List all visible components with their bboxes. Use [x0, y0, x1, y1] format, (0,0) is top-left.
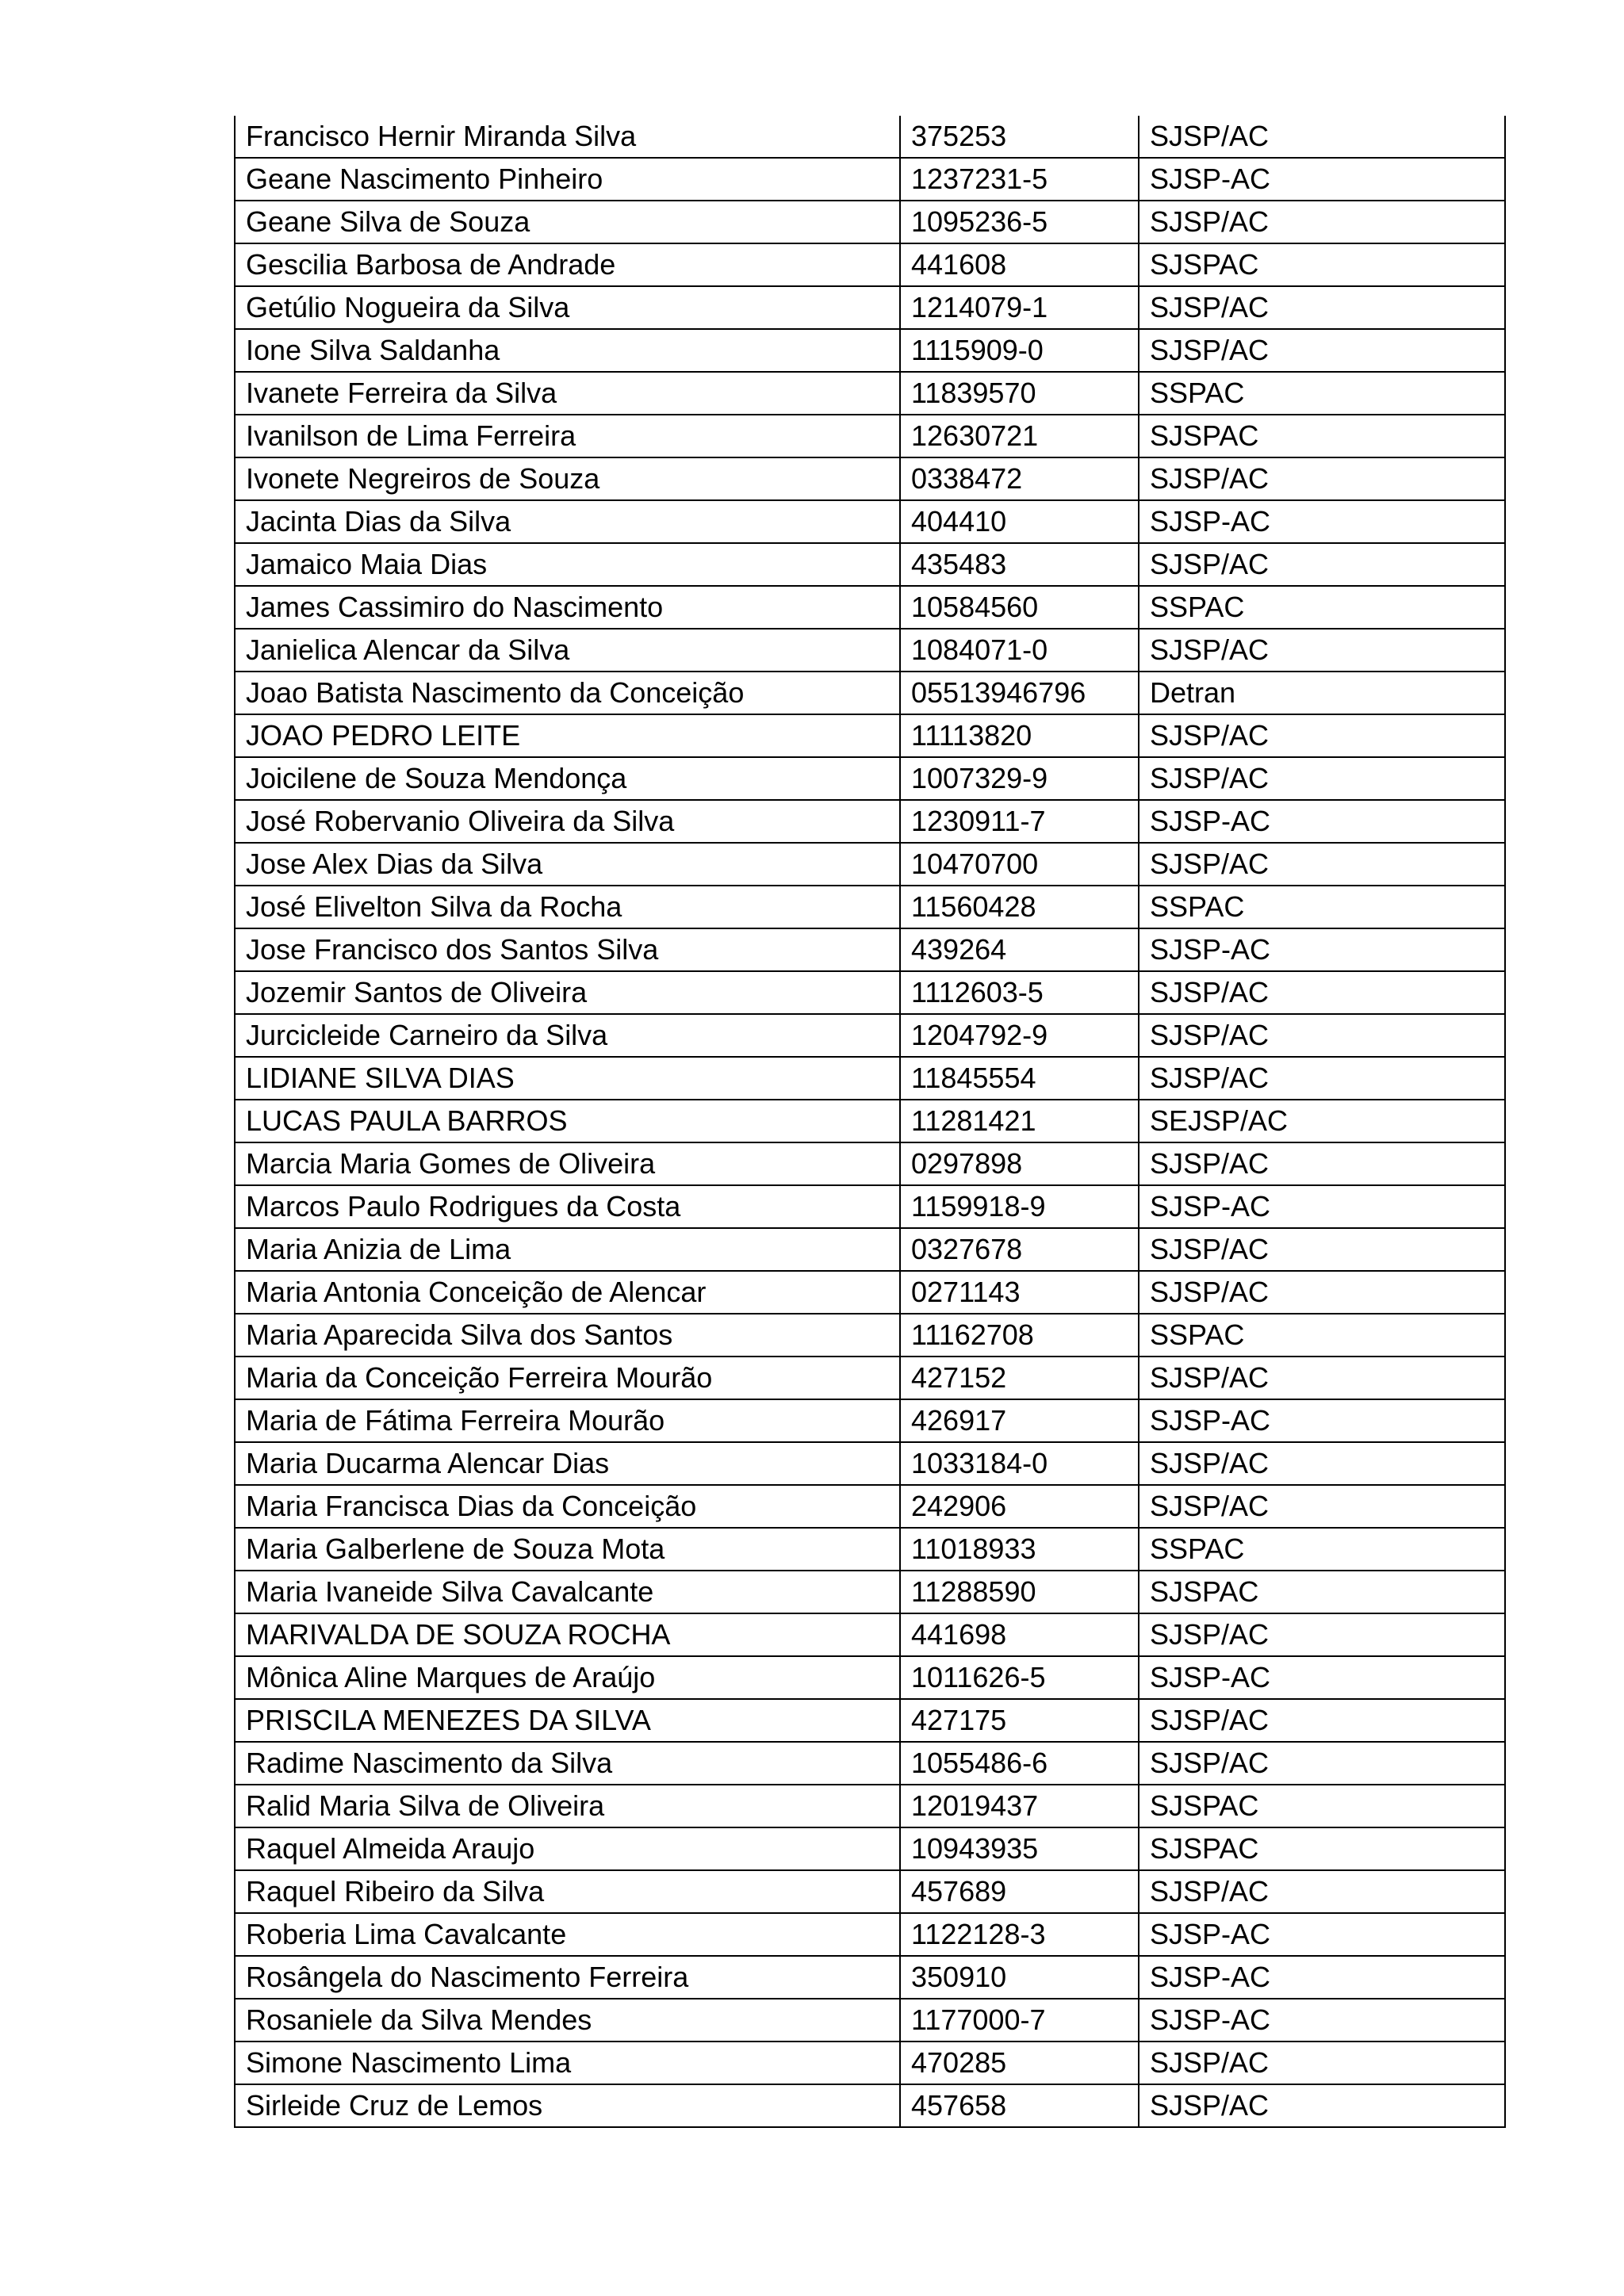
table-row	[235, 116, 1505, 158]
person-name-cell: Getúlio Nogueira da Silva	[235, 286, 900, 329]
issuing-agency-cell: SJSP/AC	[1139, 1271, 1505, 1314]
roster-table-body	[235, 116, 1505, 2127]
document-number-cell: 427175	[900, 1699, 1139, 1742]
document-number-cell: 350910	[900, 1956, 1139, 1999]
person-name-cell: Mônica Aline Marques de Araújo	[235, 1656, 900, 1699]
issuing-agency-cell: SJSP/AC	[1139, 1142, 1505, 1185]
person-name-cell: JOAO PEDRO LEITE	[235, 714, 900, 757]
issuing-agency-cell: SJSP/AC	[1139, 543, 1505, 586]
person-name-cell: Jose Alex Dias da Silva	[235, 843, 900, 886]
person-name-cell: Maria da Conceição Ferreira Mourão	[235, 1357, 900, 1399]
table-row	[235, 1956, 1505, 1999]
table-row	[235, 1228, 1505, 1271]
document-number-cell: 12019437	[900, 1785, 1139, 1827]
issuing-agency-cell: SJSP/AC	[1139, 1228, 1505, 1271]
table-row	[235, 1785, 1505, 1827]
issuing-agency-cell: SJSP/AC	[1139, 714, 1505, 757]
document-number-cell: 242906	[900, 1485, 1139, 1528]
document-number-cell: 0271143	[900, 1271, 1139, 1314]
person-name-cell: Rosaniele da Silva Mendes	[235, 1999, 900, 2042]
issuing-agency-cell: SJSPAC	[1139, 1785, 1505, 1827]
person-name-cell: Marcos Paulo Rodrigues da Costa	[235, 1185, 900, 1228]
table-row	[235, 1442, 1505, 1485]
table-row	[235, 714, 1505, 757]
document-number-cell: 11113820	[900, 714, 1139, 757]
table-row	[235, 1656, 1505, 1699]
issuing-agency-cell: SJSP/AC	[1139, 1014, 1505, 1057]
table-row	[235, 843, 1505, 886]
table-row	[235, 886, 1505, 928]
table-row	[235, 1100, 1505, 1142]
issuing-agency-cell: SSPAC	[1139, 1528, 1505, 1571]
table-row	[235, 1742, 1505, 1785]
table-row	[235, 1528, 1505, 1571]
issuing-agency-cell: SJSP/AC	[1139, 201, 1505, 243]
person-name-cell: LUCAS PAULA BARROS	[235, 1100, 900, 1142]
document-number-cell: 441698	[900, 1613, 1139, 1656]
document-number-cell: 1177000-7	[900, 1999, 1139, 2042]
person-name-cell: Maria Galberlene de Souza Mota	[235, 1528, 900, 1571]
issuing-agency-cell: SJSP-AC	[1139, 1913, 1505, 1956]
document-number-cell: 11281421	[900, 1100, 1139, 1142]
person-name-cell: Gescilia Barbosa de Andrade	[235, 243, 900, 286]
table-row	[235, 1185, 1505, 1228]
issuing-agency-cell: SSPAC	[1139, 886, 1505, 928]
document-number-cell: 1011626-5	[900, 1656, 1139, 1699]
person-name-cell: LIDIANE SILVA DIAS	[235, 1057, 900, 1100]
issuing-agency-cell: SJSP/AC	[1139, 2042, 1505, 2084]
table-row	[235, 928, 1505, 971]
document-number-cell: 435483	[900, 543, 1139, 586]
issuing-agency-cell: SJSP-AC	[1139, 1185, 1505, 1228]
issuing-agency-cell: SJSP/AC	[1139, 757, 1505, 800]
person-name-cell: Ivanete Ferreira da Silva	[235, 372, 900, 415]
document-number-cell: 1204792-9	[900, 1014, 1139, 1057]
person-name-cell: Geane Nascimento Pinheiro	[235, 158, 900, 201]
person-name-cell: Radime Nascimento da Silva	[235, 1742, 900, 1785]
person-name-cell: Jurcicleide Carneiro da Silva	[235, 1014, 900, 1057]
issuing-agency-cell: SJSP/AC	[1139, 971, 1505, 1014]
table-row	[235, 1399, 1505, 1442]
table-row	[235, 586, 1505, 629]
document-number-cell: 404410	[900, 500, 1139, 543]
table-row	[235, 1357, 1505, 1399]
document-number-cell: 1122128-3	[900, 1913, 1139, 1956]
issuing-agency-cell: SJSPAC	[1139, 415, 1505, 457]
person-name-cell: Simone Nascimento Lima	[235, 2042, 900, 2084]
document-number-cell: 11845554	[900, 1057, 1139, 1100]
table-row	[235, 1571, 1505, 1613]
issuing-agency-cell: SJSPAC	[1139, 243, 1505, 286]
issuing-agency-cell: SJSP-AC	[1139, 1999, 1505, 2042]
issuing-agency-cell: SJSP-AC	[1139, 158, 1505, 201]
person-name-cell: Raquel Almeida Araujo	[235, 1827, 900, 1870]
table-row	[235, 243, 1505, 286]
issuing-agency-cell: SJSP-AC	[1139, 800, 1505, 843]
table-row	[235, 1314, 1505, 1357]
table-row	[235, 1613, 1505, 1656]
issuing-agency-cell: SSPAC	[1139, 372, 1505, 415]
document-number-cell: 457658	[900, 2084, 1139, 2127]
document-number-cell: 10470700	[900, 843, 1139, 886]
document-number-cell: 1214079-1	[900, 286, 1139, 329]
person-name-cell: Ivonete Negreiros de Souza	[235, 457, 900, 500]
document-number-cell: 441608	[900, 243, 1139, 286]
issuing-agency-cell: SJSP-AC	[1139, 1399, 1505, 1442]
person-name-cell: Maria Antonia Conceição de Alencar	[235, 1271, 900, 1314]
issuing-agency-cell: SJSP/AC	[1139, 1870, 1505, 1913]
table-row	[235, 2084, 1505, 2127]
person-name-cell: Jamaico Maia Dias	[235, 543, 900, 586]
document-number-cell: 439264	[900, 928, 1139, 971]
person-name-cell: MARIVALDA DE SOUZA ROCHA	[235, 1613, 900, 1656]
person-name-cell: Ivanilson de Lima Ferreira	[235, 415, 900, 457]
document-number-cell: 426917	[900, 1399, 1139, 1442]
table-row	[235, 1014, 1505, 1057]
table-row	[235, 2042, 1505, 2084]
document-number-cell: 0297898	[900, 1142, 1139, 1185]
person-name-cell: Jozemir Santos de Oliveira	[235, 971, 900, 1014]
document-number-cell: 375253	[900, 116, 1139, 158]
document-number-cell: 1230911-7	[900, 800, 1139, 843]
document-number-cell: 1112603-5	[900, 971, 1139, 1014]
table-row	[235, 757, 1505, 800]
table-row	[235, 1699, 1505, 1742]
table-row	[235, 1485, 1505, 1528]
person-name-cell: José Elivelton Silva da Rocha	[235, 886, 900, 928]
table-row	[235, 329, 1505, 372]
issuing-agency-cell: SEJSP/AC	[1139, 1100, 1505, 1142]
document-number-cell: 1084071-0	[900, 629, 1139, 672]
issuing-agency-cell: Detran	[1139, 672, 1505, 714]
person-name-cell: Ione Silva Saldanha	[235, 329, 900, 372]
table-row	[235, 457, 1505, 500]
table-row	[235, 158, 1505, 201]
issuing-agency-cell: SJSP-AC	[1139, 1656, 1505, 1699]
issuing-agency-cell: SJSP-AC	[1139, 500, 1505, 543]
table-row	[235, 1057, 1505, 1100]
document-number-cell: 10943935	[900, 1827, 1139, 1870]
issuing-agency-cell: SJSP/AC	[1139, 286, 1505, 329]
table-row	[235, 1870, 1505, 1913]
table-row	[235, 415, 1505, 457]
issuing-agency-cell: SJSPAC	[1139, 1571, 1505, 1613]
document-number-cell: 11288590	[900, 1571, 1139, 1613]
document-number-cell: 05513946796	[900, 672, 1139, 714]
table-row	[235, 1827, 1505, 1870]
document-number-cell: 0338472	[900, 457, 1139, 500]
document-number-cell: 427152	[900, 1357, 1139, 1399]
person-name-cell: Jose Francisco dos Santos Silva	[235, 928, 900, 971]
table-row	[235, 629, 1505, 672]
issuing-agency-cell: SJSP/AC	[1139, 1485, 1505, 1528]
person-name-cell: Janielica Alencar da Silva	[235, 629, 900, 672]
table-row	[235, 1271, 1505, 1314]
issuing-agency-cell: SJSP/AC	[1139, 1613, 1505, 1656]
document-number-cell: 1007329-9	[900, 757, 1139, 800]
document-number-cell: 1095236-5	[900, 201, 1139, 243]
table-row	[235, 1999, 1505, 2042]
table-row	[235, 800, 1505, 843]
table-row	[235, 286, 1505, 329]
issuing-agency-cell: SJSP/AC	[1139, 843, 1505, 886]
person-name-cell: Jacinta Dias da Silva	[235, 500, 900, 543]
issuing-agency-cell: SJSP-AC	[1139, 1956, 1505, 1999]
person-name-cell: Maria Ducarma Alencar Dias	[235, 1442, 900, 1485]
table-row	[235, 672, 1505, 714]
issuing-agency-cell: SJSP/AC	[1139, 1357, 1505, 1399]
person-name-cell: PRISCILA MENEZES DA SILVA	[235, 1699, 900, 1742]
person-name-cell: Rosângela do Nascimento Ferreira	[235, 1956, 900, 1999]
issuing-agency-cell: SSPAC	[1139, 586, 1505, 629]
issuing-agency-cell: SJSP/AC	[1139, 1742, 1505, 1785]
person-name-cell: Maria Aparecida Silva dos Santos	[235, 1314, 900, 1357]
table-row	[235, 500, 1505, 543]
person-name-cell: Joicilene de Souza Mendonça	[235, 757, 900, 800]
document-number-cell: 1237231-5	[900, 158, 1139, 201]
document-number-cell: 10584560	[900, 586, 1139, 629]
table-row	[235, 1913, 1505, 1956]
issuing-agency-cell: SJSP/AC	[1139, 329, 1505, 372]
table-row	[235, 971, 1505, 1014]
document-number-cell: 457689	[900, 1870, 1139, 1913]
person-name-cell: Maria Anizia de Lima	[235, 1228, 900, 1271]
person-name-cell: Ralid Maria Silva de Oliveira	[235, 1785, 900, 1827]
person-name-cell: Francisco Hernir Miranda Silva	[235, 116, 900, 158]
person-name-cell: Marcia Maria Gomes de Oliveira	[235, 1142, 900, 1185]
document-number-cell: 11162708	[900, 1314, 1139, 1357]
table-row	[235, 1142, 1505, 1185]
person-name-cell: Geane Silva de Souza	[235, 201, 900, 243]
person-name-cell: James Cassimiro do Nascimento	[235, 586, 900, 629]
table-row	[235, 372, 1505, 415]
document-number-cell: 0327678	[900, 1228, 1139, 1271]
person-name-cell: Raquel Ribeiro da Silva	[235, 1870, 900, 1913]
issuing-agency-cell: SJSP/AC	[1139, 1057, 1505, 1100]
document-number-cell: 1115909-0	[900, 329, 1139, 372]
table-row	[235, 543, 1505, 586]
issuing-agency-cell: SJSP/AC	[1139, 1699, 1505, 1742]
person-name-cell: Maria Francisca Dias da Conceição	[235, 1485, 900, 1528]
document-number-cell: 470285	[900, 2042, 1139, 2084]
issuing-agency-cell: SSPAC	[1139, 1314, 1505, 1357]
issuing-agency-cell: SJSP/AC	[1139, 1442, 1505, 1485]
issuing-agency-cell: SJSP/AC	[1139, 116, 1505, 158]
document-number-cell: 1159918-9	[900, 1185, 1139, 1228]
roster-table	[234, 116, 1506, 2128]
issuing-agency-cell: SJSP-AC	[1139, 928, 1505, 971]
person-name-cell: Maria Ivaneide Silva Cavalcante	[235, 1571, 900, 1613]
issuing-agency-cell: SJSP/AC	[1139, 2084, 1505, 2127]
issuing-agency-cell: SJSP/AC	[1139, 457, 1505, 500]
document-number-cell: 1033184-0	[900, 1442, 1139, 1485]
document-number-cell: 11018933	[900, 1528, 1139, 1571]
document-number-cell: 11839570	[900, 372, 1139, 415]
document-number-cell: 12630721	[900, 415, 1139, 457]
person-name-cell: Maria de Fátima Ferreira Mourão	[235, 1399, 900, 1442]
person-name-cell: Sirleide Cruz de Lemos	[235, 2084, 900, 2127]
person-name-cell: Roberia Lima Cavalcante	[235, 1913, 900, 1956]
issuing-agency-cell: SJSPAC	[1139, 1827, 1505, 1870]
document-number-cell: 1055486-6	[900, 1742, 1139, 1785]
person-name-cell: José Robervanio Oliveira da Silva	[235, 800, 900, 843]
table-row	[235, 201, 1505, 243]
issuing-agency-cell: SJSP/AC	[1139, 629, 1505, 672]
person-name-cell: Joao Batista Nascimento da Conceição	[235, 672, 900, 714]
document-number-cell: 11560428	[900, 886, 1139, 928]
